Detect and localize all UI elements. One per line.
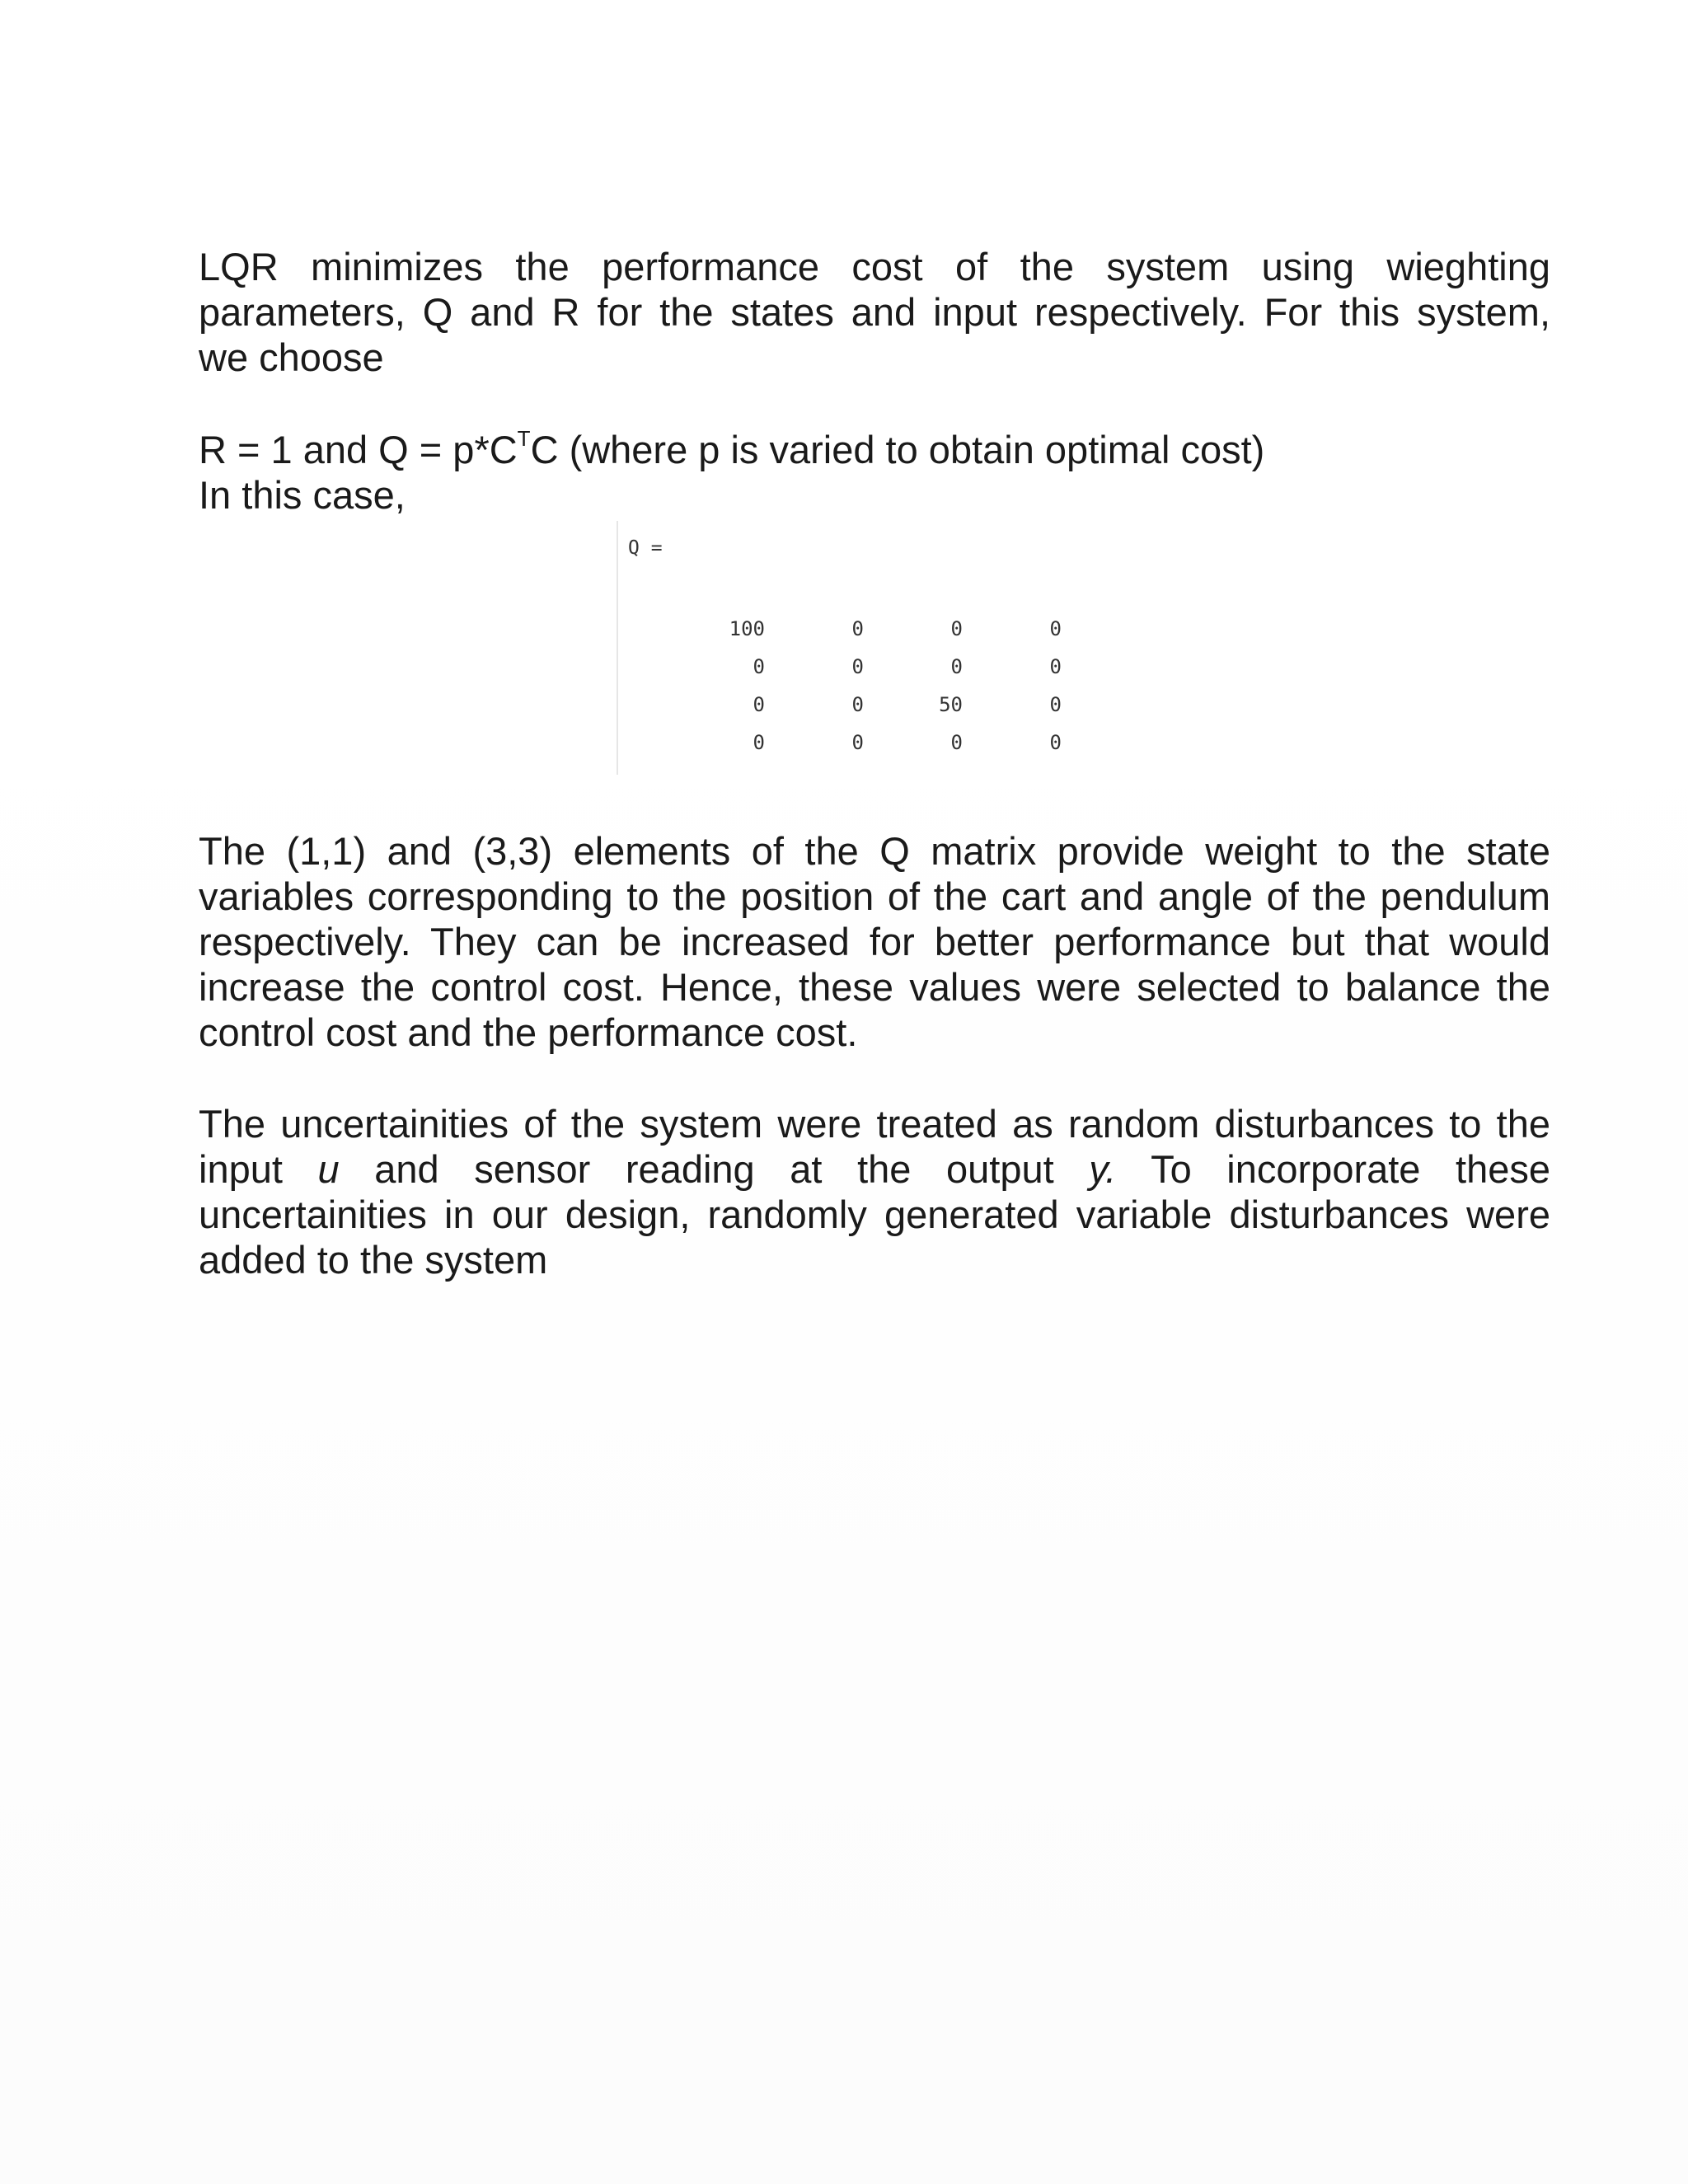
- matrix-cell: 0: [950, 617, 963, 640]
- equation-text-rest: C (where p is varied to obtain optimal cost): [530, 428, 1265, 471]
- text-line: LQR minimizes the performance cost of the system using wieghting: [199, 245, 1550, 288]
- matrix-cell: 0: [1049, 617, 1062, 640]
- text-line: variables corresponding to the position of the cart and angle of the pendulum: [199, 874, 1550, 918]
- text-line: respectively. They can be increased for better performance but that would: [199, 920, 1550, 963]
- matrix-cell: 0: [753, 693, 765, 716]
- text-line: The uncertainities of the system were treated as random disturbances to the: [199, 1102, 1550, 1146]
- text-line: control cost and the performance cost.: [199, 1010, 858, 1054]
- text-line: increase the control cost. Hence, these values were selected to balance the: [199, 965, 1550, 1009]
- matrix-row: [668, 610, 1062, 648]
- matrix-cell: 50: [939, 693, 963, 716]
- text-line: The (1,1) and (3,3) elements of the Q matrix provide weight to the state: [199, 829, 1550, 873]
- text-line: we choose: [199, 335, 384, 379]
- matrix-cell: 0: [950, 731, 963, 754]
- matrix-label: Q =: [628, 537, 663, 559]
- matrix-cell: 0: [950, 655, 963, 678]
- matrix-cell: 0: [851, 617, 864, 640]
- matrix-row: [668, 648, 1062, 686]
- text-line: uncertainities in our design, randomly generated variable disturbances were: [199, 1193, 1550, 1236]
- matrix-cell: 0: [1049, 693, 1062, 716]
- text-fragment: and sensor reading at the output: [339, 1147, 1090, 1191]
- text-fragment: To incorporate these: [1116, 1147, 1551, 1191]
- paragraph-q-elements: [199, 828, 1550, 1055]
- paragraph-weights-choice: [199, 427, 1550, 518]
- matrix-cell: 0: [851, 731, 864, 754]
- matrix-row: [668, 724, 1062, 762]
- q-matrix-output: [617, 521, 1063, 775]
- text-line: In this case,: [199, 473, 406, 517]
- equation-line: [199, 427, 1550, 472]
- text-line: parameters, Q and R for the states and input respectively. For this system,: [199, 290, 1550, 334]
- paragraph-lqr-intro: [199, 244, 1550, 380]
- variable-y: y.: [1089, 1147, 1117, 1191]
- text-line: added to the system: [199, 1238, 548, 1282]
- matrix-cell: 0: [1049, 655, 1062, 678]
- matrix-row: [668, 686, 1062, 724]
- matrix-cell: 0: [851, 693, 864, 716]
- matrix-cell: 0: [851, 655, 864, 678]
- matrix-cell: 100: [729, 617, 765, 640]
- matrix-cell: 0: [753, 655, 765, 678]
- matrix-cell: 0: [753, 731, 765, 754]
- matrix-grid: [668, 610, 1062, 762]
- matrix-cell: 0: [1049, 731, 1062, 754]
- transpose-superscript: T: [517, 426, 531, 452]
- text-line-with-italics: [199, 1146, 1550, 1192]
- paragraph-uncertainties: [199, 1101, 1550, 1282]
- equation-text: R = 1 and Q = p*C: [199, 428, 518, 471]
- variable-u: u: [317, 1147, 340, 1191]
- text-fragment: input: [199, 1147, 318, 1191]
